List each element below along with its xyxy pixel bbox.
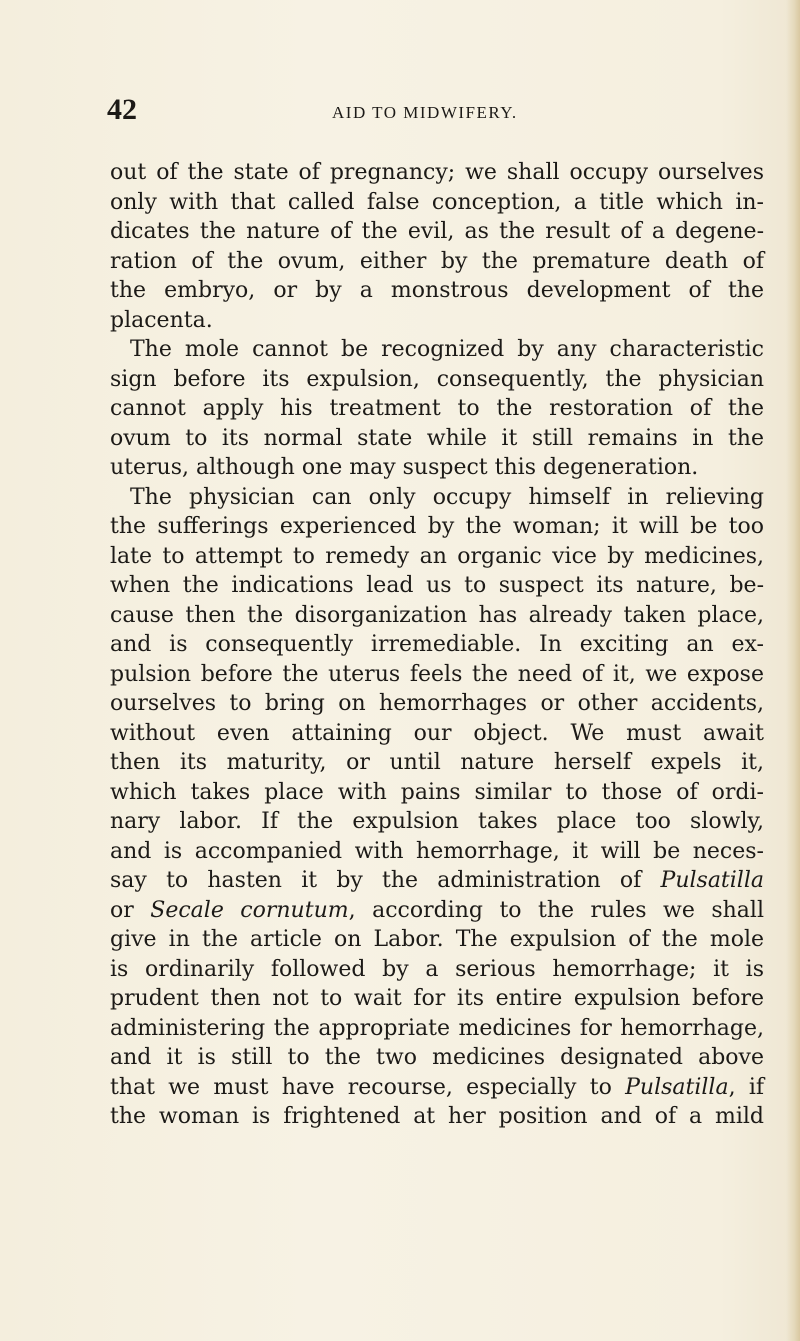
text-line: out of the state of pregnancy; we shall occupy ourselves bbox=[110, 160, 764, 185]
text-segment: or bbox=[110, 897, 134, 923]
running-head: AID TO MIDWIFERY. bbox=[332, 103, 518, 122]
text-line: dicates the nature of the evil, as the result of a degene- bbox=[110, 219, 764, 244]
text-line: administering the appropriate medicines for hemorrhage, bbox=[110, 1015, 764, 1041]
text-line: pulsion before the uterus feels the need of it, we expose bbox=[110, 661, 764, 687]
text-line: then its maturity, or until nature herself expels it, bbox=[110, 750, 764, 775]
text-line: late to attempt to remedy an organic vice by medicines, bbox=[110, 543, 764, 569]
text-line: the woman is frightened at her position and of a mild bbox=[110, 1104, 764, 1129]
text-line: only with that called false conception, a title which in- bbox=[110, 189, 764, 215]
text-line: without even attaining our object. We must await bbox=[110, 720, 764, 746]
text-line: when the indications lead us to suspect its nature, be- bbox=[110, 573, 764, 598]
page-number: 42 bbox=[107, 93, 137, 126]
italic-term: Pulsatilla bbox=[625, 1074, 729, 1100]
text-line: the embryo, or by a monstrous development of the bbox=[110, 278, 764, 303]
text-line: sign before its expulsion, consequently, the physician bbox=[110, 366, 764, 392]
text-line: which takes place with pains similar to those of ordi- bbox=[110, 779, 764, 805]
text-segment: , according to the rules we shall bbox=[348, 897, 764, 923]
text-line: give in the article on Labor. The expulsion of the mole bbox=[110, 927, 764, 952]
italic-term: Pulsatilla bbox=[660, 868, 764, 893]
text-line: ovum to its normal state while it still remains in the bbox=[110, 425, 764, 451]
text-segment: that we must have recourse, especially to bbox=[110, 1074, 612, 1100]
text-line bbox=[110, 896, 764, 926]
text-segment: , if bbox=[728, 1074, 765, 1100]
text-line: the sufferings experienced by the woman; it will be too bbox=[110, 514, 764, 539]
text-line: and is accompanied with hemorrhage, it will be neces- bbox=[110, 838, 764, 864]
text-line: cannot apply his treatment to the restoration of the bbox=[110, 396, 764, 421]
text-segment: say to hasten it by the administration of bbox=[110, 868, 642, 893]
text-line: placenta. bbox=[110, 307, 213, 333]
text-line: ourselves to bring on hemorrhages or other accidents, bbox=[110, 691, 764, 716]
page-header bbox=[107, 92, 767, 132]
text-line: is ordinarily followed by a serious hemorrhage; it is bbox=[110, 956, 764, 982]
text-line: ration of the ovum, either by the premature death of bbox=[110, 248, 764, 274]
body-text bbox=[110, 158, 764, 1132]
text-line bbox=[110, 866, 764, 896]
text-line bbox=[110, 1073, 764, 1103]
text-line: prudent then not to wait for its entire expulsion before bbox=[110, 986, 764, 1011]
page-edge-shadow bbox=[786, 0, 800, 1341]
text-line: uterus, although one may suspect this degeneration. bbox=[110, 455, 699, 480]
text-line: and it is still to the two medicines designated above bbox=[110, 1045, 764, 1070]
text-line: cause then the disorganization has already taken place, bbox=[110, 602, 764, 628]
italic-term: Secale cornutum bbox=[150, 897, 349, 923]
text-line: nary labor. If the expulsion takes place too slowly, bbox=[110, 809, 764, 834]
text-line: The physician can only occupy himself in relieving bbox=[130, 484, 764, 510]
text-line: and is consequently irremediable. In exciting an ex- bbox=[110, 632, 764, 657]
text-line: The mole cannot be recognized by any characteristic bbox=[130, 337, 764, 362]
